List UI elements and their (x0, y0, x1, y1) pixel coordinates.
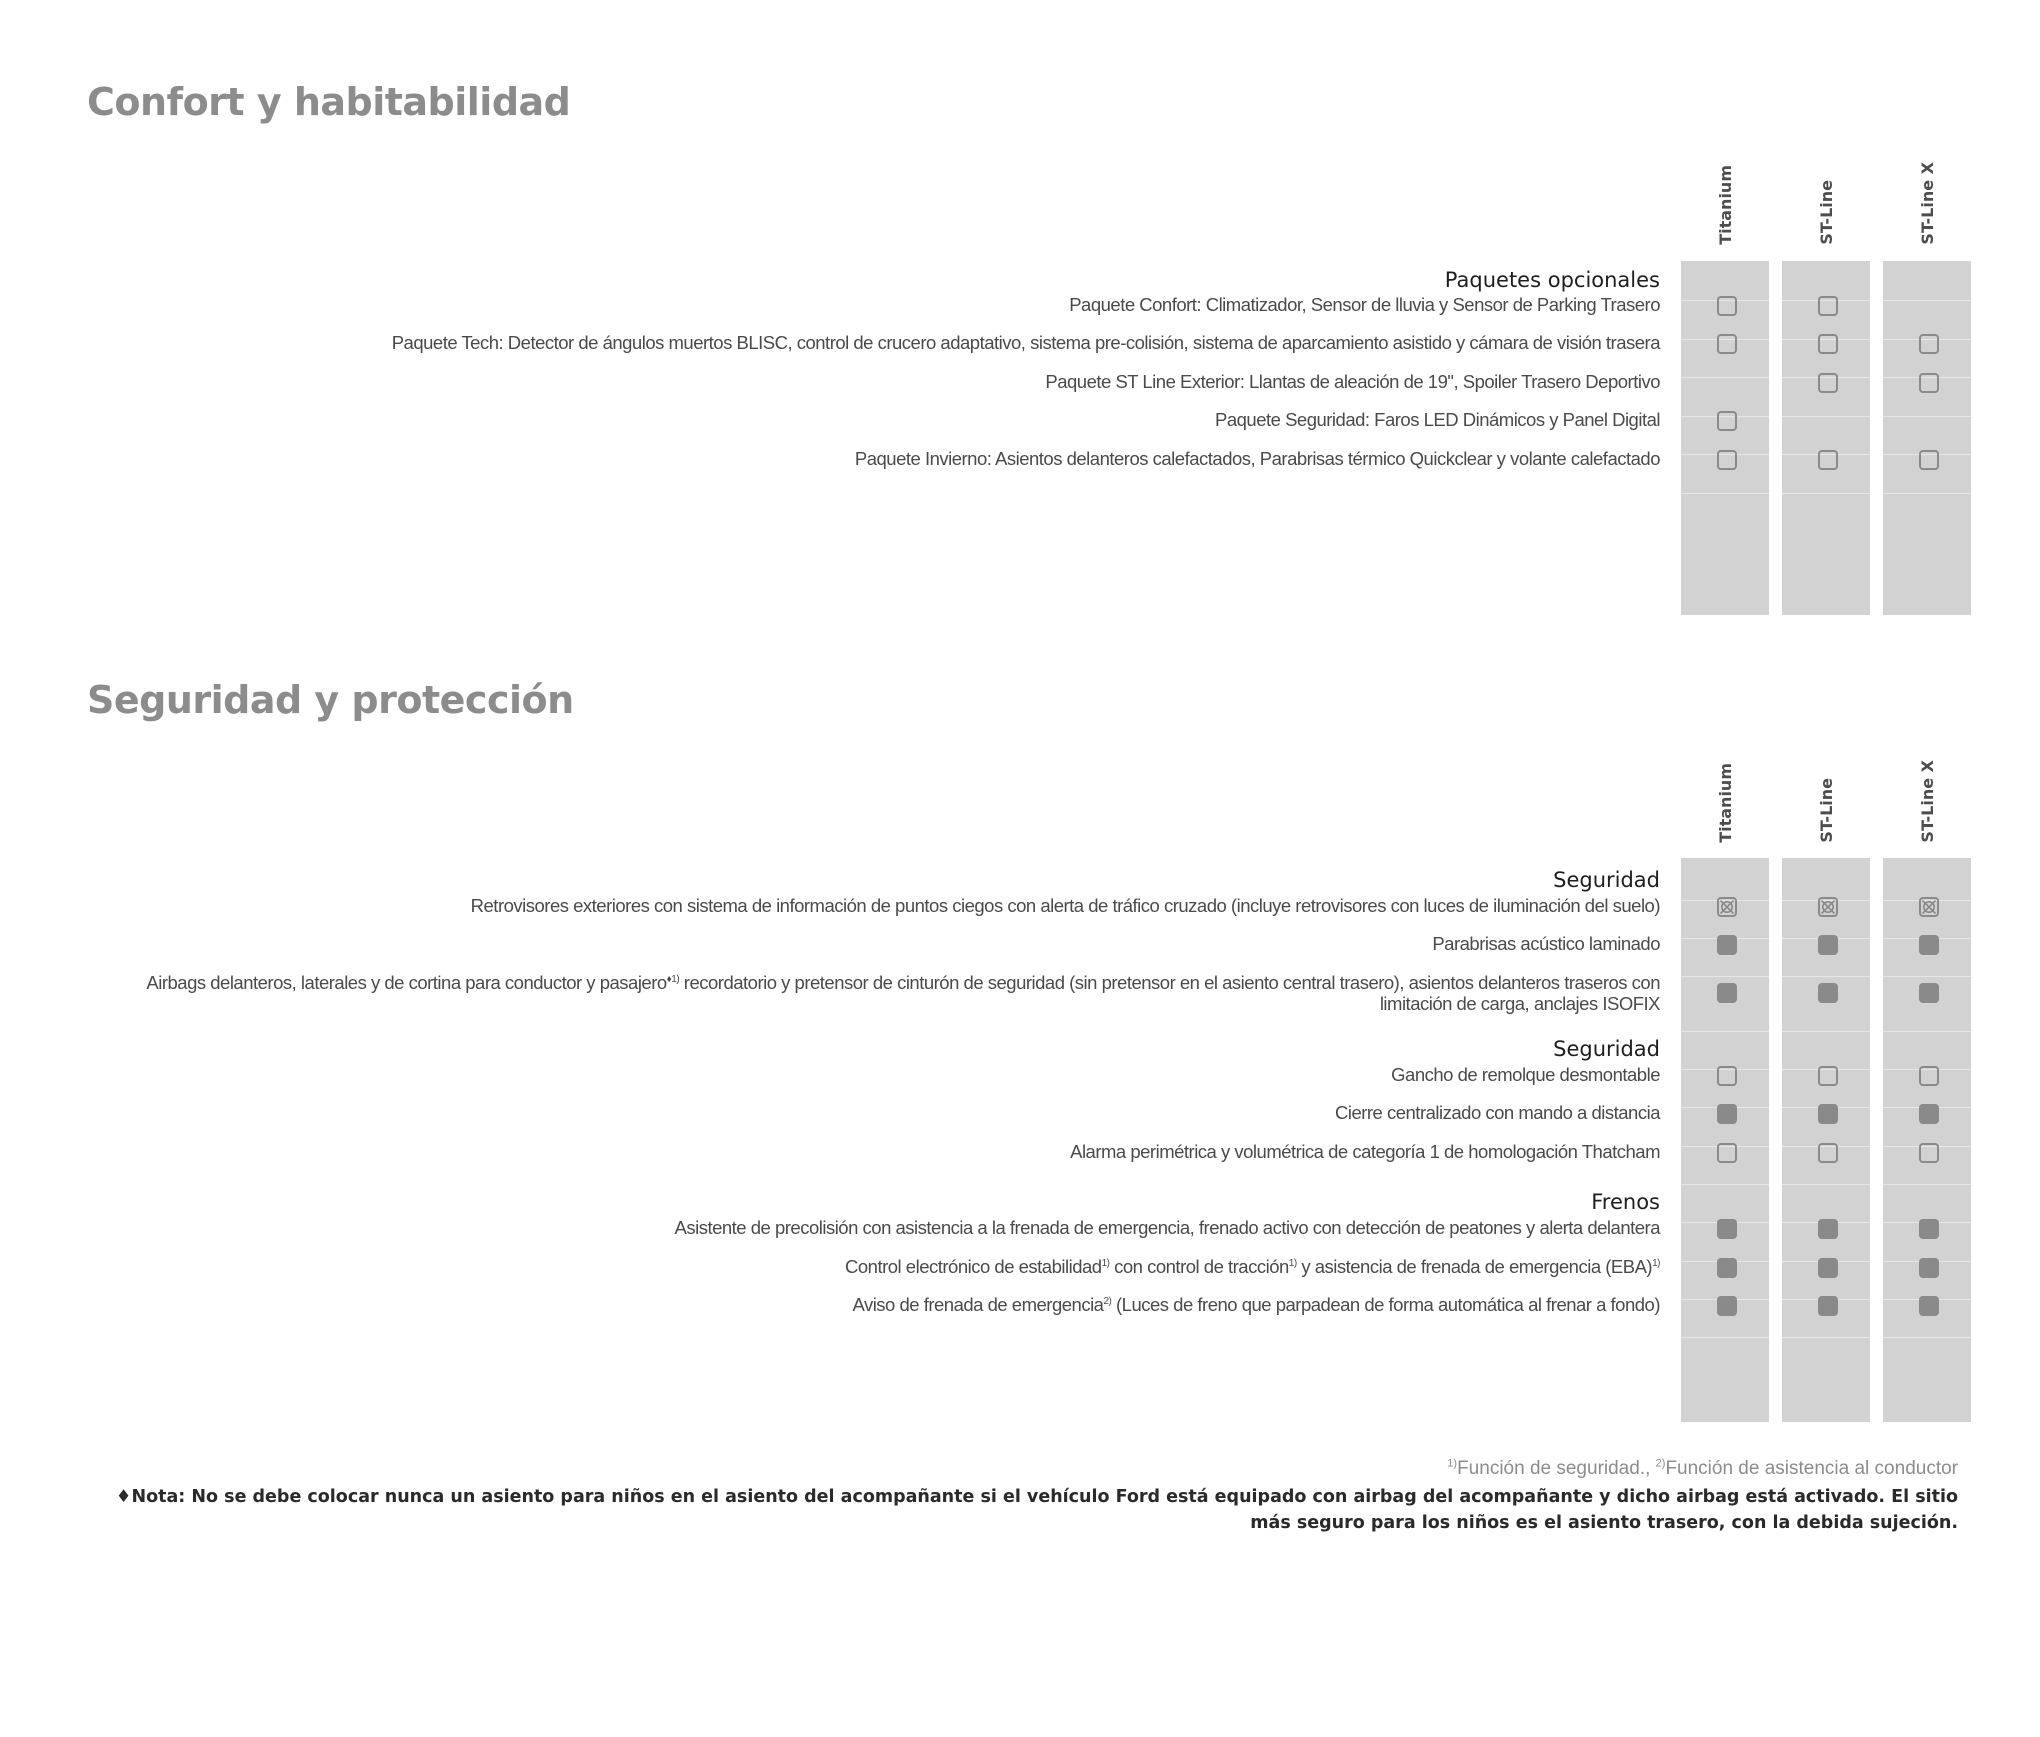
row-separator (1782, 976, 1870, 977)
standard-mark (1717, 983, 1737, 1003)
optional-mark (1717, 1143, 1737, 1163)
column-header-st-line-x: ST-Line X (1917, 760, 1937, 843)
optional-mark (1818, 1066, 1838, 1086)
footnote-airbag-note: ♦Nota: No se debe colocar nunca un asiento para niños en el asiento del acompañante si el vehículo Ford está equipado con airbag del acompañante y dicho airbag está activado. El sitio más seguro para los niños es el asiento trasero, con la debida sujeción. (115, 1487, 1958, 1533)
optional-mark (1919, 1143, 1939, 1163)
optional-mark (1818, 373, 1838, 393)
standard-mark (1717, 1296, 1737, 1316)
row-separator (1883, 1031, 1971, 1032)
optional-mark (1818, 1143, 1838, 1163)
feature-row-label: Paquete ST Line Exterior: Llantas de aleación de 19", Spoiler Trasero Deportivo (1045, 371, 1660, 392)
feature-text: Aviso de frenada de emergencia (852, 1294, 1104, 1315)
optional-mark (1818, 450, 1838, 470)
standard-mark (1818, 1104, 1838, 1124)
group-label: Seguridad (1553, 1037, 1660, 1061)
feature-row-label: Asistente de precolisión con asistencia a la frenada de emergencia, frenado activo con detección de peatones y alerta delantera (674, 1217, 1660, 1238)
feature-row-label (852, 1294, 1660, 1316)
feature-row-label (75, 972, 1660, 1014)
optional-mark (1919, 373, 1939, 393)
column-header-st-line-x: ST-Line X (1917, 162, 1937, 245)
optional-mark (1919, 1066, 1939, 1086)
section-title-confort: Confort y habitabilidad (87, 80, 571, 124)
standard-mark (1919, 1104, 1939, 1124)
optional-mark (1919, 450, 1939, 470)
row-separator (1782, 493, 1870, 494)
optional-mark (1717, 411, 1737, 431)
row-separator (1883, 1184, 1971, 1185)
cross-mark (1818, 897, 1838, 917)
row-separator (1782, 1031, 1870, 1032)
row-separator (1681, 976, 1769, 977)
cross-mark (1717, 897, 1737, 917)
column-header-st-line: ST-Line (1816, 180, 1836, 245)
standard-mark (1717, 1219, 1737, 1239)
optional-mark (1717, 334, 1737, 354)
optional-mark (1717, 1066, 1737, 1086)
feature-row-label: Retrovisores exteriores con sistema de información de puntos ciegos con alerta de tráfico cruzado (incluye retrovisores con luces de iluminación del suelo) (470, 895, 1660, 916)
footnote-ref: 1) (1288, 1257, 1297, 1269)
optional-mark (1818, 334, 1838, 354)
group-label: Frenos (1591, 1190, 1660, 1214)
standard-mark (1919, 1296, 1939, 1316)
footnote-ref: ♦1) (666, 973, 680, 985)
row-separator (1883, 416, 1971, 417)
feature-text: Control electrónico de estabilidad (845, 1256, 1102, 1277)
feature-text: recordatorio y pretensor de cinturón de seguridad (sin pretensor en el asiento central trasero), asientos delanteros traseros con limitación de carga, anclajes ISOFIX (679, 972, 1660, 1014)
row-separator (1883, 493, 1971, 494)
feature-row-label: Cierre centralizado con mando a distancia (1334, 1102, 1660, 1123)
feature-text: Airbags delanteros, laterales y de cortina para conductor y pasajero (146, 972, 667, 993)
standard-mark (1919, 983, 1939, 1003)
feature-text: y asistencia de frenada de emergencia (EBA) (1296, 1256, 1653, 1277)
optional-mark (1919, 334, 1939, 354)
standard-mark (1717, 1104, 1737, 1124)
feature-row-label (845, 1256, 1660, 1278)
feature-row-label: Paquete Invierno: Asientos delanteros calefactados, Parabrisas térmico Quickclear y volante calefactado (854, 448, 1660, 469)
row-separator (1883, 300, 1971, 301)
footnote-ref: 1) (1101, 1257, 1110, 1269)
standard-mark (1818, 1258, 1838, 1278)
standard-mark (1717, 935, 1737, 955)
optional-mark (1717, 296, 1737, 316)
cross-mark (1919, 897, 1939, 917)
footnote-ref: 2) (1103, 1295, 1112, 1307)
column-band-st-line-x (1883, 261, 1971, 615)
row-separator (1681, 493, 1769, 494)
column-header-st-line: ST-Line (1816, 778, 1836, 843)
footnote-ref: 1) (1652, 1257, 1660, 1269)
row-separator (1782, 1337, 1870, 1338)
standard-mark (1919, 935, 1939, 955)
section-title-seguridad: Seguridad y protección (87, 678, 574, 722)
row-separator (1782, 1184, 1870, 1185)
row-separator (1681, 1337, 1769, 1338)
standard-mark (1717, 1258, 1737, 1278)
row-separator (1681, 1031, 1769, 1032)
standard-mark (1919, 1258, 1939, 1278)
feature-row-label: Alarma perimétrica y volumétrica de categoría 1 de homologación Thatcham (1070, 1141, 1660, 1162)
standard-mark (1919, 1219, 1939, 1239)
row-separator (1883, 1337, 1971, 1338)
footnote-legend: $^{1)}$Función de seguridad., $^{2)}$Función de asistencia al conductor (1447, 1457, 1958, 1479)
feature-text: con control de tracción (1109, 1256, 1289, 1277)
column-header-titanium: Titanium (1715, 763, 1735, 843)
column-header-titanium: Titanium (1715, 165, 1735, 245)
optional-mark (1717, 450, 1737, 470)
group-label: Paquetes opcionales (1444, 268, 1660, 292)
feature-text: (Luces de freno que parpadean de forma automática al frenar a fondo) (1111, 1294, 1660, 1315)
group-label: Seguridad (1553, 868, 1660, 892)
row-separator (1681, 1184, 1769, 1185)
standard-mark (1818, 935, 1838, 955)
row-separator (1883, 976, 1971, 977)
feature-row-label: Paquete Seguridad: Faros LED Dinámicos y Panel Digital (1215, 409, 1660, 430)
row-separator (1782, 416, 1870, 417)
feature-row-label: Parabrisas acústico laminado (1432, 933, 1660, 954)
standard-mark (1818, 983, 1838, 1003)
optional-mark (1818, 296, 1838, 316)
standard-mark (1818, 1296, 1838, 1316)
feature-row-label: Paquete Tech: Detector de ángulos muertos BLISC, control de crucero adaptativo, sistema pre-colisión, sistema de aparcamiento asistido y cámara de visión trasera (391, 332, 1660, 353)
standard-mark (1818, 1219, 1838, 1239)
row-separator (1681, 377, 1769, 378)
feature-row-label: Paquete Confort: Climatizador, Sensor de lluvia y Sensor de Parking Trasero (1069, 294, 1660, 315)
feature-row-label: Gancho de remolque desmontable (1391, 1064, 1660, 1085)
